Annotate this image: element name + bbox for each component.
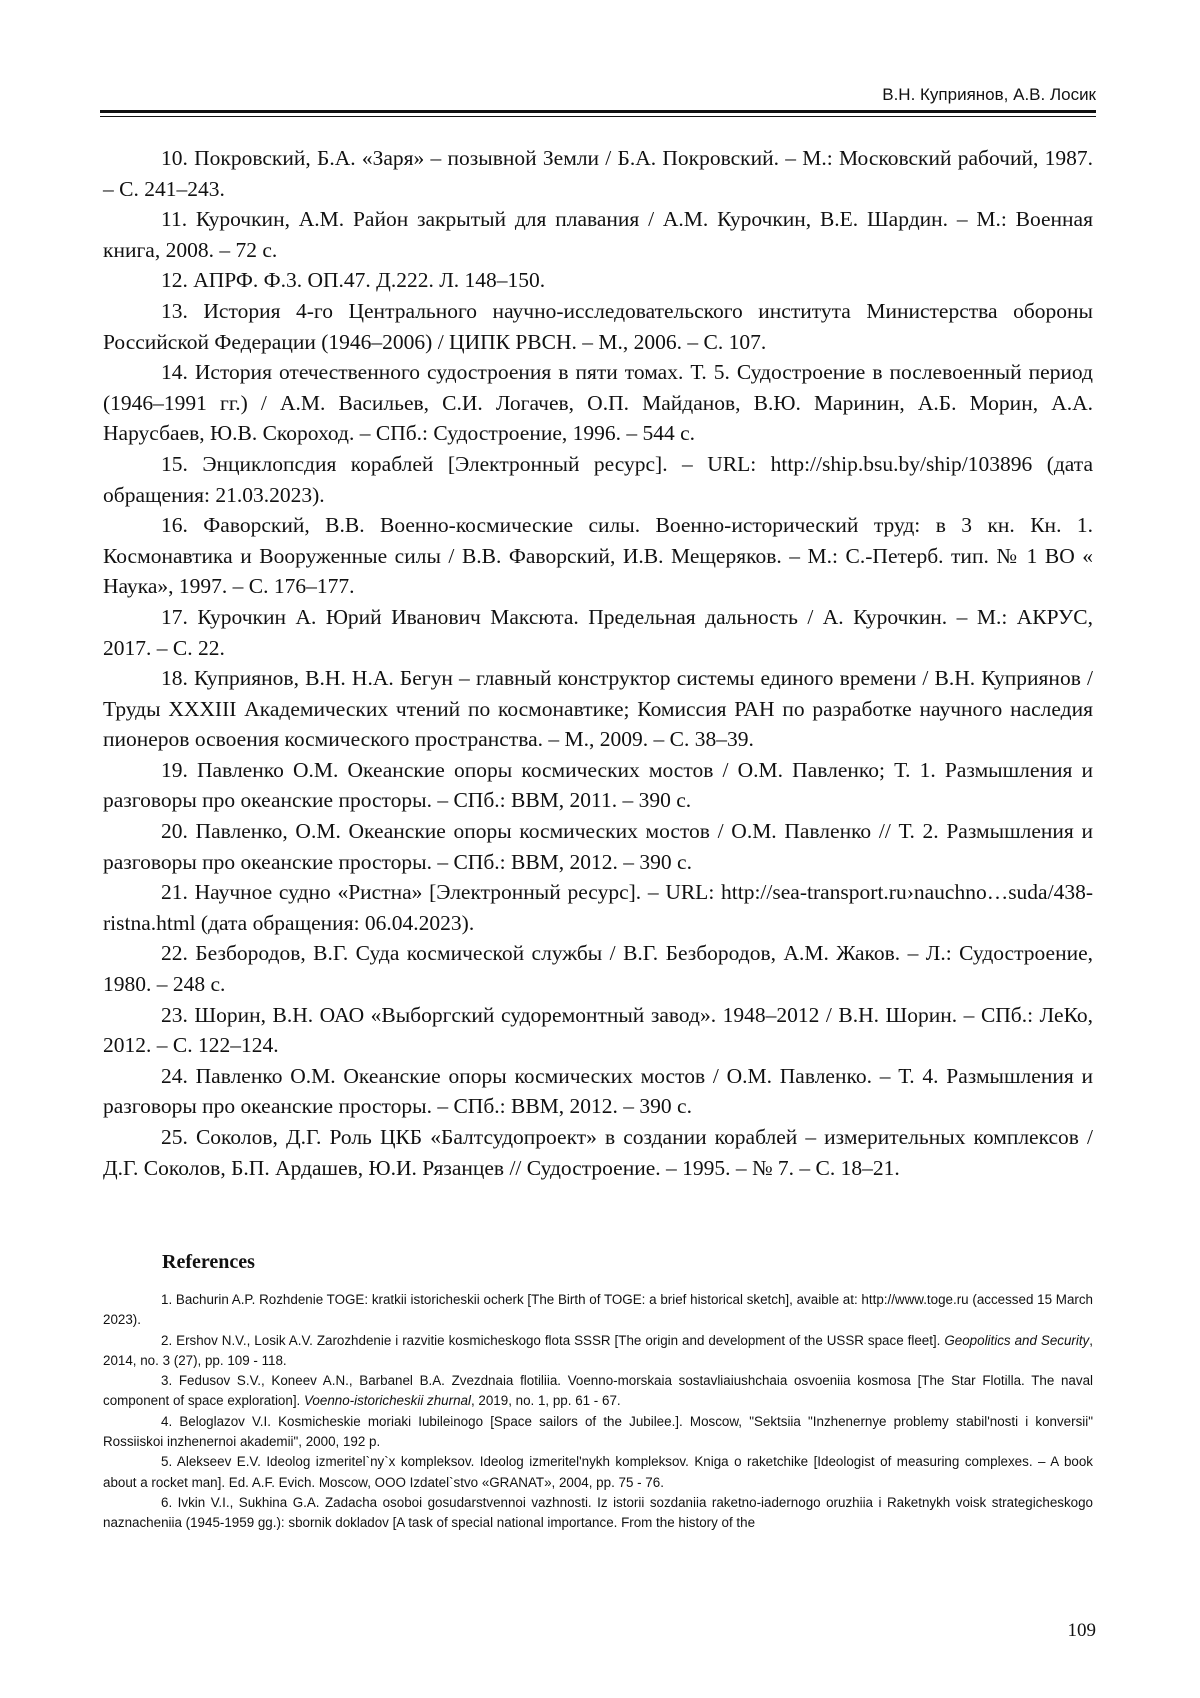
header-rule-thin [100, 116, 1096, 117]
reference-journal-italic: Voenno-istoricheskii zhurnal [304, 1393, 471, 1408]
reference-entry [103, 1371, 1093, 1412]
reference-text: 1. Bachurin A.P. Rozhdenie TOGE: kratkii istoricheskii ocherk [The Birth of TOGE: a brief historical sketch], avaible at: http://www.toge.ru (accessed 15 March 2023). [103, 1292, 1093, 1327]
bibliography-entry: 25. Соколов, Д.Г. Роль ЦКБ «Балтсудопроект» в создании кораблей – измерительных комплексов / Д.Г. Соколов, Б.П. Ардашев, Ю.И. Рязанцев // Судостроение. – 1995. – № 7. – С. 18–21. [103, 1122, 1093, 1183]
page-number: 109 [1040, 1620, 1096, 1642]
bibliography-entry: 21. Научное судно «Ристна» [Электронный ресурс]. – URL: http://sea-transport.ru›nauchno…suda/438-ristna.html (дата обращения: 06.04.2023). [103, 877, 1093, 938]
reference-entry [103, 1412, 1093, 1453]
bibliography-entry: 20. Павленко, О.М. Океанские опоры космических мостов / О.М. Павленко // Т. 2. Размышления и разговоры про океанские просторы. – СПб.: ВВМ, 2012. – 390 с. [103, 816, 1093, 877]
reference-entry [103, 1290, 1093, 1331]
bibliography-entry: 18. Куприянов, В.Н. Н.А. Бегун – главный конструктор системы единого времени / В.Н. Куприянов / Труды XXXIII Академических чтений по космонавтике; Комиссия РАН по разработке научного наследия пионеров освоения космического пространства. – М., 2009. – С. 38–39. [103, 663, 1093, 755]
bibliography-entry: 19. Павленко О.М. Океанские опоры космических мостов / О.М. Павленко; Т. 1. Размышления и разговоры про океанские просторы. – СПб.: ВВМ, 2011. – 390 с. [103, 755, 1093, 816]
bibliography-entry: 17. Курочкин А. Юрий Иванович Максюта. Предельная дальность / А. Курочкин. – М.: АКРУС, 2017. – С. 22. [103, 602, 1093, 663]
bibliography-entry: 24. Павленко О.М. Океанские опоры космических мостов / О.М. Павленко. – Т. 4. Размышления и разговоры про океанские просторы. – СПб.: ВВМ, 2012. – 390 с. [103, 1061, 1093, 1122]
bibliography-entry: 10. Покровский, Б.А. «Заря» – позывной Земли / Б.А. Покровский. – М.: Московский рабочий, 1987. – С. 241–243. [103, 143, 1093, 204]
reference-entry [103, 1493, 1093, 1534]
reference-entry [103, 1331, 1093, 1372]
bibliography-entry: 15. Энциклопсдия кораблей [Электронный ресурс]. – URL: http://ship.bsu.by/ship/103896 (дата обращения: 21.03.2023). [103, 449, 1093, 510]
bibliography-entry: 14. История отечественного судостроения в пяти томах. Т. 5. Судостроение в послевоенный период (1946–1991 гг.) / А.М. Васильев, С.И. Логачев, О.П. Майданов, В.Ю. Маринин, А.Б. Морин, А.А. Нарусбаев, Ю.В. Скороход. – СПб.: Судостроение, 1996. – 544 с. [103, 357, 1093, 449]
bibliography-entry: 12. АПРФ. Ф.3. ОП.47. Д.222. Л. 148–150. [103, 265, 1093, 296]
reference-text: 4. Beloglazov V.I. Kosmicheskie moriaki Iubileinogo [Space sailors of the Jubilee.]. Moscow, "Sektsiia "Inzhenernye problemy stabil'nosti i konversii" Rossiiskoi inzhenernoi akademii", 2000, 192 p. [103, 1414, 1093, 1449]
running-head-authors: В.Н. Куприянов, А.В. Лосик [100, 85, 1096, 105]
references-heading: References [162, 1251, 255, 1274]
header-rule-thick [100, 110, 1096, 113]
reference-text-tail: , 2019, no. 1, pp. 61 - 67. [471, 1393, 621, 1408]
reference-text: 3. Fedusov S.V., Koneev A.N., Barbanel B.A. Zvezdnaia flotiliia. Voenno-morskaia sostavliaiushchaia osvoeniia kosmosa [The Star Flotilla. The naval component of space exploration]. [103, 1373, 1093, 1408]
bibliography-entry: 13. История 4-го Центрального научно-исследовательского института Министерства обороны Российской Федерации (1946–2006) / ЦИПК РВСН. – М., 2006. – С. 107. [103, 296, 1093, 357]
reference-text-tail: , 2014, no. 3 (27), pp. 109 - 118. [103, 1333, 1093, 1368]
reference-text: 5. Alekseev E.V. Ideolog izmeritel`ny`x kompleksov. Ideolog izmeritel'nykh kompleksov. Kniga o raketchike [Ideologist of measuring complexes. – A book about a rocket man]. Ed. A.F. Evich. Moscow, OOO Izdatel`stvo «GRANAT», 2004, pp. 75 - 76. [103, 1454, 1093, 1489]
bibliography-entry: 16. Фаворский, В.В. Военно-космические силы. Военно-исторический труд: в 3 кн. Кн. 1. Космонавтика и Вооруженные силы / В.В. Фаворский, И.В. Мещеряков. – М.: С.-Петерб. тип. № 1 ВО « Наука», 1997. – С. 176–177. [103, 510, 1093, 602]
reference-journal-italic: Geopolitics and Security [944, 1333, 1089, 1348]
reference-text: 2. Ershov N.V., Losik A.V. Zarozhdenie i razvitie kosmicheskogo flota SSSR [The origin and development of the USSR space fleet]. [161, 1333, 944, 1348]
reference-text: 6. Ivkin V.I., Sukhina G.A. Zadacha osoboi gosudarstvennoi vazhnosti. Iz istorii sozdaniia raketno-iadernogo oruzhiia i Raketnykh voisk strategicheskogo naznacheniia (1945-1959 gg.): sbornik dokladov [A task of special national importance. From the history of the [103, 1495, 1093, 1530]
bibliography-entry: 22. Безбородов, В.Г. Суда космической службы / В.Г. Безбородов, А.М. Жаков. – Л.: Судостроение, 1980. – 248 с. [103, 938, 1093, 999]
references-list [103, 1290, 1093, 1534]
bibliography-list [103, 143, 1093, 1183]
bibliography-entry: 11. Курочкин, А.М. Район закрытый для плавания / А.М. Курочкин, В.Е. Шардин. – М.: Военная книга, 2008. – 72 с. [103, 204, 1093, 265]
bibliography-entry: 23. Шорин, В.Н. ОАО «Выборгский судоремонтный завод». 1948–2012 / В.Н. Шорин. – СПб.: ЛеКо, 2012. – С. 122–124. [103, 1000, 1093, 1061]
reference-entry [103, 1452, 1093, 1493]
journal-page [0, 0, 1200, 1698]
